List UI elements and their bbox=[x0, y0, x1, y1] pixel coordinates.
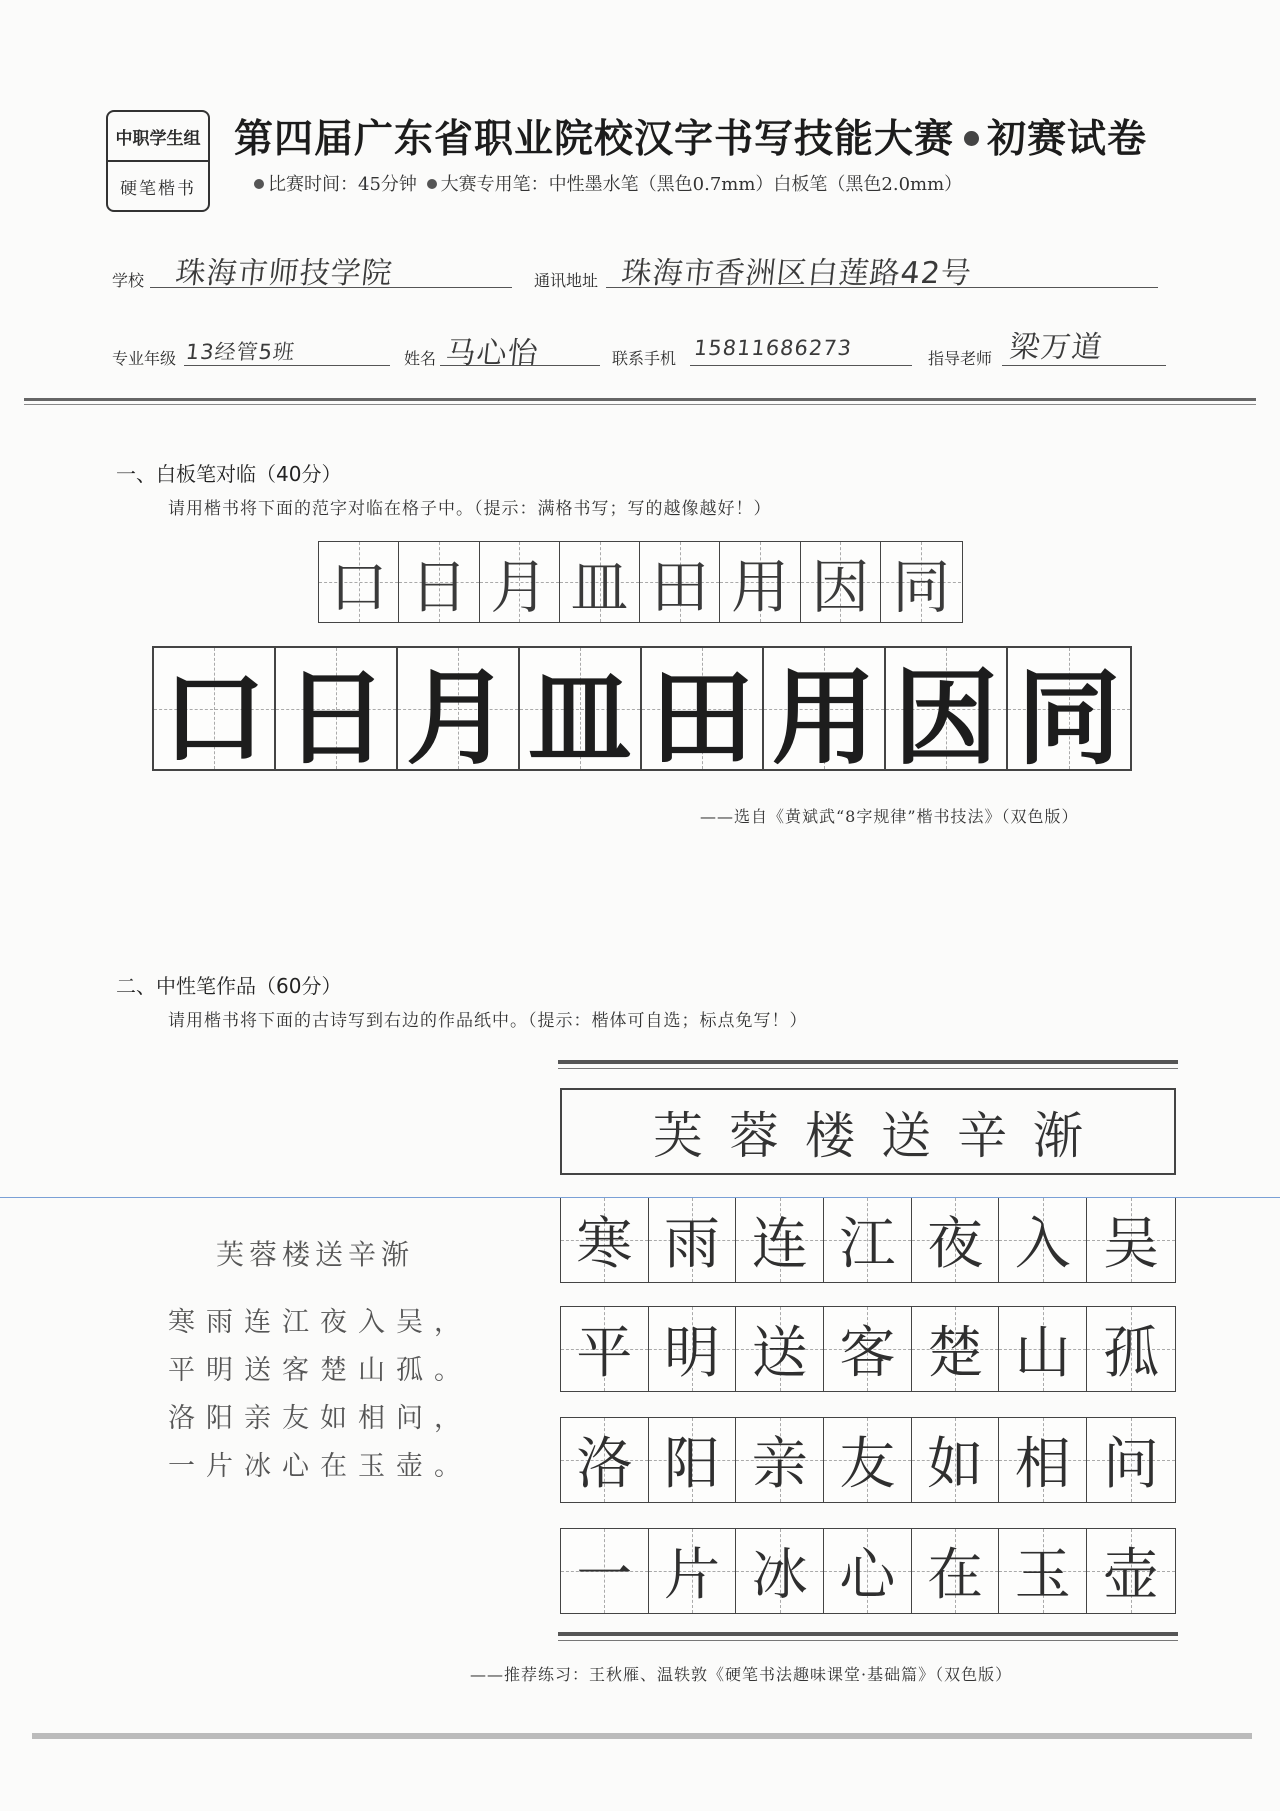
written-char-grid bbox=[152, 646, 1132, 779]
writing-cell[interactable]: 吴 bbox=[1087, 1198, 1175, 1282]
grid-cell: 皿 bbox=[560, 542, 640, 622]
scan-line bbox=[0, 1197, 1280, 1198]
writing-cell[interactable]: 客 bbox=[824, 1307, 912, 1391]
writing-cell[interactable]: 口 bbox=[154, 648, 276, 769]
badge-group: 中职学生组 bbox=[108, 112, 208, 162]
footer-divider bbox=[32, 1733, 1252, 1743]
section1-credit: ——选自《黄斌武“8字规律”楷书技法》（双色版） bbox=[700, 807, 1079, 826]
exam-info bbox=[254, 170, 962, 196]
paper-bottom-border bbox=[558, 1632, 1178, 1640]
section2-hint: 请用楷书将下面的古诗写到右边的作品纸中。（提示：楷体可自选；标点免写！） bbox=[168, 1011, 808, 1031]
writing-cell[interactable]: 友 bbox=[824, 1418, 912, 1502]
work-row-1 bbox=[560, 1197, 1176, 1283]
teacher-label: 指导老师 bbox=[928, 349, 993, 368]
writing-cell[interactable]: 夜 bbox=[912, 1198, 1000, 1282]
section1-hint: 请用楷书将下面的范字对临在格子中。（提示：满格书写；写的越像越好！） bbox=[168, 499, 772, 519]
writing-cell[interactable]: 山 bbox=[999, 1307, 1087, 1391]
exam-time: 比赛时间：45分钟 bbox=[268, 174, 417, 195]
poem-line: 平明送客楚山孤。 bbox=[168, 1355, 472, 1386]
address-field[interactable]: 珠海市香洲区白莲路42号 bbox=[619, 256, 974, 291]
major-label: 专业年级 bbox=[112, 349, 177, 368]
writing-cell[interactable]: 在 bbox=[912, 1529, 1000, 1613]
work-row-2 bbox=[560, 1306, 1176, 1392]
bullet-dot-icon bbox=[254, 179, 264, 189]
writing-cell[interactable]: 入 bbox=[999, 1198, 1087, 1282]
poem-line: 一片冰心在玉壶。 bbox=[168, 1451, 472, 1482]
grid-cell: 同 bbox=[881, 542, 961, 622]
writing-cell[interactable]: 明 bbox=[649, 1307, 737, 1391]
page-title bbox=[234, 108, 1147, 164]
teacher-field[interactable]: 梁万道 bbox=[1007, 330, 1105, 365]
school-field[interactable]: 珠海市师技学院 bbox=[173, 256, 395, 291]
section2-title: 二、中性笔作品（60分） bbox=[116, 974, 342, 998]
exam-pen: 大赛专用笔：中性墨水笔（黑色0.7mm）白板笔（黑色2.0mm） bbox=[440, 174, 963, 195]
writing-cell[interactable]: 因 bbox=[886, 648, 1008, 769]
school-label: 学校 bbox=[112, 271, 145, 290]
poem-line: 洛阳亲友如相问， bbox=[168, 1403, 472, 1434]
badge-style: 硬笔楷书 bbox=[120, 178, 196, 199]
work-row-3 bbox=[560, 1417, 1176, 1503]
grid-cell: 田 bbox=[640, 542, 720, 622]
major-field[interactable]: 13经管5班 bbox=[184, 340, 297, 364]
title-paper: 初赛试卷 bbox=[987, 117, 1148, 162]
bullet-dot-icon bbox=[964, 131, 979, 146]
title-competition: 第四届广东省职业院校汉字书写技能大赛 bbox=[234, 117, 955, 162]
work-row-4 bbox=[560, 1528, 1176, 1614]
grid-cell: 日 bbox=[399, 542, 479, 622]
writing-cell[interactable]: 同 bbox=[1008, 648, 1130, 769]
writing-cell[interactable]: 月 bbox=[398, 648, 520, 769]
section2-credit: ——推荐练习：王秋雁、温轶敦《硬笔书法趣味课堂·基础篇》（双色版） bbox=[470, 1665, 1013, 1684]
writing-cell[interactable]: 孤 bbox=[1087, 1307, 1175, 1391]
poem-line: 寒雨连江夜入吴， bbox=[168, 1307, 472, 1338]
writing-cell[interactable]: 雨 bbox=[649, 1198, 737, 1282]
model-char-grid bbox=[318, 541, 963, 623]
writing-cell[interactable]: 连 bbox=[736, 1198, 824, 1282]
writing-cell[interactable]: 如 bbox=[912, 1418, 1000, 1502]
work-title-box bbox=[560, 1088, 1176, 1175]
writing-cell[interactable]: 送 bbox=[736, 1307, 824, 1391]
header-divider bbox=[24, 398, 1256, 408]
writing-cell[interactable]: 江 bbox=[824, 1198, 912, 1282]
section1-title: 一、白板笔对临（40分） bbox=[116, 462, 342, 486]
writing-cell[interactable]: 皿 bbox=[520, 648, 642, 769]
writing-cell[interactable]: 阳 bbox=[649, 1418, 737, 1502]
phone-label: 联系手机 bbox=[612, 349, 677, 368]
writing-cell[interactable]: 一 bbox=[561, 1529, 649, 1613]
poem-title: 芙蓉楼送辛渐 bbox=[216, 1238, 415, 1271]
writing-cell[interactable]: 问 bbox=[1087, 1418, 1175, 1502]
name-field[interactable]: 马心怡 bbox=[443, 336, 541, 371]
writing-cell[interactable]: 亲 bbox=[736, 1418, 824, 1502]
paper-top-border bbox=[558, 1060, 1178, 1068]
grid-cell: 口 bbox=[319, 542, 399, 622]
name-label: 姓名 bbox=[404, 349, 437, 368]
work-title: 芙蓉楼送辛渐 bbox=[653, 1106, 1109, 1165]
category-badge bbox=[106, 110, 210, 212]
writing-cell[interactable]: 相 bbox=[999, 1418, 1087, 1502]
writing-cell[interactable]: 用 bbox=[764, 648, 886, 769]
phone-field[interactable]: 15811686273 bbox=[692, 336, 854, 360]
writing-cell[interactable]: 洛 bbox=[561, 1418, 649, 1502]
writing-cell[interactable]: 寒 bbox=[561, 1198, 649, 1282]
writing-cell[interactable]: 壶 bbox=[1087, 1529, 1175, 1613]
writing-cell[interactable]: 田 bbox=[642, 648, 764, 769]
grid-cell: 月 bbox=[480, 542, 560, 622]
writing-cell[interactable]: 平 bbox=[561, 1307, 649, 1391]
writing-cell[interactable]: 日 bbox=[276, 648, 398, 769]
bullet-dot-icon bbox=[427, 179, 437, 189]
writing-cell[interactable]: 心 bbox=[824, 1529, 912, 1613]
grid-cell: 因 bbox=[801, 542, 881, 622]
writing-cell[interactable]: 玉 bbox=[999, 1529, 1087, 1613]
writing-cell[interactable]: 冰 bbox=[736, 1529, 824, 1613]
phone-underline bbox=[690, 365, 912, 366]
address-label: 通讯地址 bbox=[534, 271, 599, 290]
grid-cell: 用 bbox=[720, 542, 800, 622]
writing-cell[interactable]: 片 bbox=[649, 1529, 737, 1613]
writing-cell[interactable]: 楚 bbox=[912, 1307, 1000, 1391]
